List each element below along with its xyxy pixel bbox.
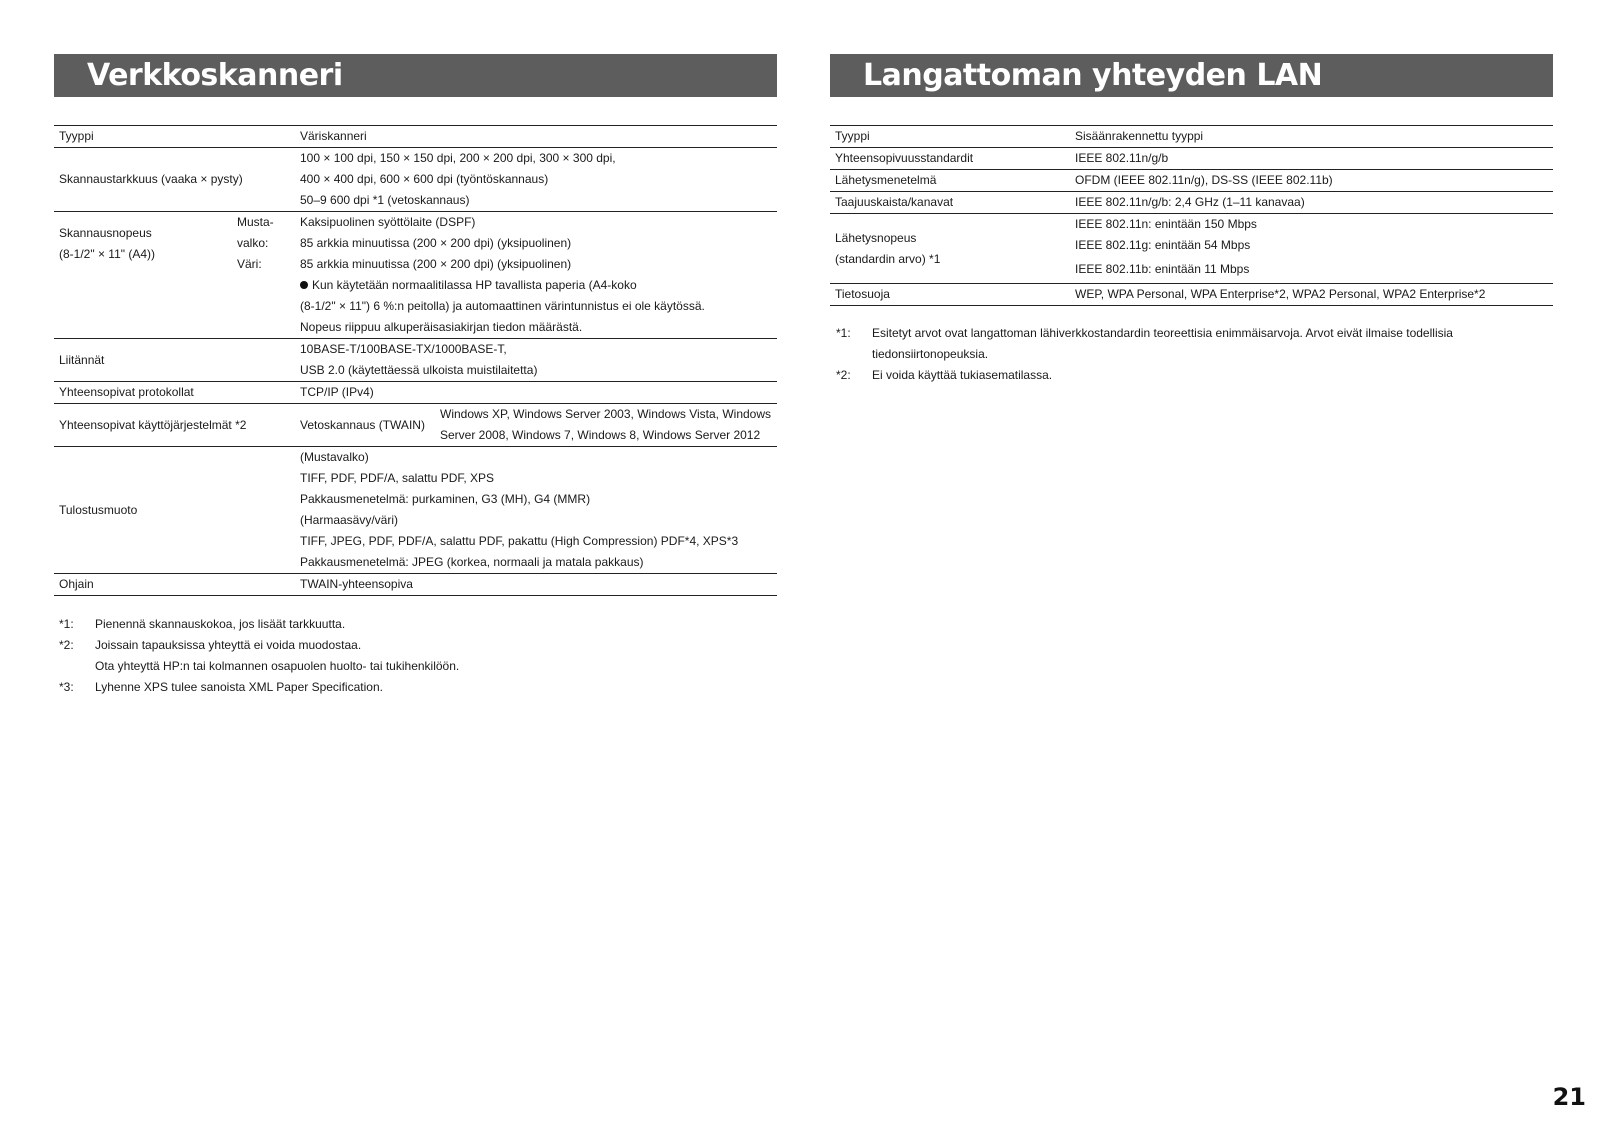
row-value: 100 × 100 dpi, 150 × 150 dpi, 200 × 200 dpi, 300 × 300 dpi,	[295, 148, 777, 170]
row-value: IEEE 802.11n/g/b	[1070, 148, 1553, 170]
row-value: TCP/IP (IPv4)	[295, 382, 777, 404]
footnote: *3: Lyhenne XPS tulee sanoista XML Paper Specification.	[59, 680, 383, 694]
row-sublabel: Väri:	[237, 257, 262, 271]
row-value: 50–9 600 dpi *1 (vetoskannaus)	[300, 193, 470, 207]
footnotes-right	[836, 323, 1536, 386]
row-label: Yhteensopivat käyttöjärjestelmät *2	[54, 404, 295, 447]
row-label: Tyyppi	[54, 126, 295, 148]
row-label: Liitännät	[54, 339, 295, 382]
footnote: *2: Joissain tapauksissa yhteyttä ei voida muodostaa.	[59, 638, 362, 652]
table-row	[54, 404, 777, 426]
row-value: Sisäänrakennettu tyyppi	[1070, 126, 1553, 148]
row-value: 85 arkkia minuutissa (200 × 200 dpi) (yksipuolinen)	[300, 257, 572, 271]
row-value: 400 × 400 dpi, 600 × 600 dpi (työntöskannaus)	[300, 172, 549, 186]
section-title-wireless-lan: Langattoman yhteyden LAN	[830, 54, 1553, 97]
speed-note: Kun käytetään normaalitilassa HP tavallista paperia (A4-koko	[295, 275, 777, 296]
footnotes-left	[59, 614, 459, 698]
row-label: Tulostusmuoto	[54, 447, 295, 574]
table-row	[830, 214, 1553, 236]
table-row	[830, 170, 1553, 192]
section-title-network-scanner: Verkkoskanneri	[54, 54, 777, 97]
table-row	[830, 126, 1553, 148]
page-number: 21	[1552, 1083, 1586, 1111]
row-label: Ohjain	[54, 574, 295, 596]
table-row	[54, 296, 777, 317]
row-sublabel: Vetoskannaus (TWAIN)	[295, 404, 435, 447]
row-label: Tietosuoja	[830, 284, 1070, 306]
row-label-line: Lähetysnopeus	[835, 230, 917, 245]
row-label	[54, 212, 232, 276]
table-row	[54, 339, 777, 361]
row-label: Lähetysmenetelmä	[830, 170, 1070, 192]
row-value: TIFF, PDF, PDF/A, salattu PDF, XPS	[300, 471, 495, 485]
row-label: Taajuuskaista/kanavat	[830, 192, 1070, 214]
row-value: IEEE 802.11n: enintään 150 Mbps	[1070, 214, 1553, 236]
row-label: Yhteensopivuusstandardit	[830, 148, 1070, 170]
table-row	[830, 148, 1553, 170]
row-label: Tyyppi	[830, 126, 1070, 148]
footnote: Ota yhteyttä HP:n tai kolmannen osapuolen huolto- tai tukihenkilöön.	[95, 659, 460, 673]
row-value: (Harmaasävy/väri)	[300, 513, 399, 527]
speed-note: Nopeus riippuu alkuperäisasiakirjan tiedon määrästä.	[300, 320, 583, 334]
table-row	[54, 447, 777, 469]
row-value: IEEE 802.11n/g/b: 2,4 GHz (1–11 kanavaa)	[1070, 192, 1553, 214]
footnote: *1: Pienennä skannauskokoa, jos lisäät tarkkuutta.	[59, 617, 346, 631]
row-value: IEEE 802.11b: enintään 11 Mbps	[1075, 262, 1250, 276]
row-label-line: (standardin arvo) *1	[835, 251, 941, 266]
wireless-lan-spec-table	[830, 125, 1553, 306]
row-value: 10BASE-T/100BASE-TX/1000BASE-T,	[295, 339, 777, 361]
bullet-icon	[300, 281, 308, 289]
row-value: USB 2.0 (käytettäessä ulkoista muistilaitetta)	[300, 363, 538, 377]
table-row	[54, 148, 777, 170]
footnote: *1: Esitetyt arvot ovat langattoman lähiverkkostandardin teoreettisia enimmäisarvoja. Arvot eivät ilmaise todellisia tiedonsiirtonopeuksia.	[836, 326, 1453, 361]
row-value: Kaksipuolinen syöttölaite (DSPF)	[295, 212, 777, 234]
table-row	[54, 382, 777, 404]
table-row	[54, 126, 777, 148]
row-value: (Mustavalko)	[295, 447, 777, 469]
row-label-line: (8-1/2" × 11" (A4))	[59, 246, 155, 261]
row-label-line: Skannausnopeus	[59, 225, 152, 240]
row-value: IEEE 802.11g: enintään 54 Mbps	[1075, 238, 1251, 252]
row-sublabel: valko:	[237, 236, 269, 250]
row-value: OFDM (IEEE 802.11n/g), DS-SS (IEEE 802.11b)	[1070, 170, 1553, 192]
table-row	[830, 192, 1553, 214]
row-value: Server 2008, Windows 7, Windows 8, Windows Server 2012	[440, 428, 761, 442]
row-label: Skannaustarkkuus (vaaka × pysty)	[54, 148, 295, 212]
row-value: WEP, WPA Personal, WPA Enterprise*2, WPA2 Personal, WPA2 Enterprise*2	[1070, 284, 1553, 306]
row-value: 85 arkkia minuutissa (200 × 200 dpi) (yksipuolinen)	[300, 236, 572, 250]
table-row	[54, 212, 777, 234]
row-value: Väriskanneri	[295, 126, 777, 148]
row-value: TIFF, JPEG, PDF, PDF/A, salattu PDF, pakattu (High Compression) PDF*4, XPS*3	[300, 534, 739, 548]
table-row	[54, 275, 777, 296]
table-row	[54, 317, 777, 339]
speed-note: (8-1/2" × 11") 6 %:n peitolla) ja automaattinen värintunnistus ei ole käytössä.	[300, 299, 705, 313]
table-row	[54, 574, 777, 596]
row-value: Pakkausmenetelmä: purkaminen, G3 (MH), G4 (MMR)	[300, 492, 591, 506]
table-row	[830, 284, 1553, 306]
row-value: Windows XP, Windows Server 2003, Windows Vista, Windows	[435, 404, 777, 426]
footnote: *2: Ei voida käyttää tukiasematilassa.	[836, 368, 1053, 382]
row-label: Yhteensopivat protokollat	[54, 382, 295, 404]
network-scanner-spec-table	[54, 125, 777, 596]
row-value: Pakkausmenetelmä: JPEG (korkea, normaali ja matala pakkaus)	[300, 555, 644, 569]
row-label	[830, 214, 1070, 284]
row-value: TWAIN-yhteensopiva	[295, 574, 777, 596]
row-sublabel: Musta-	[232, 212, 295, 234]
